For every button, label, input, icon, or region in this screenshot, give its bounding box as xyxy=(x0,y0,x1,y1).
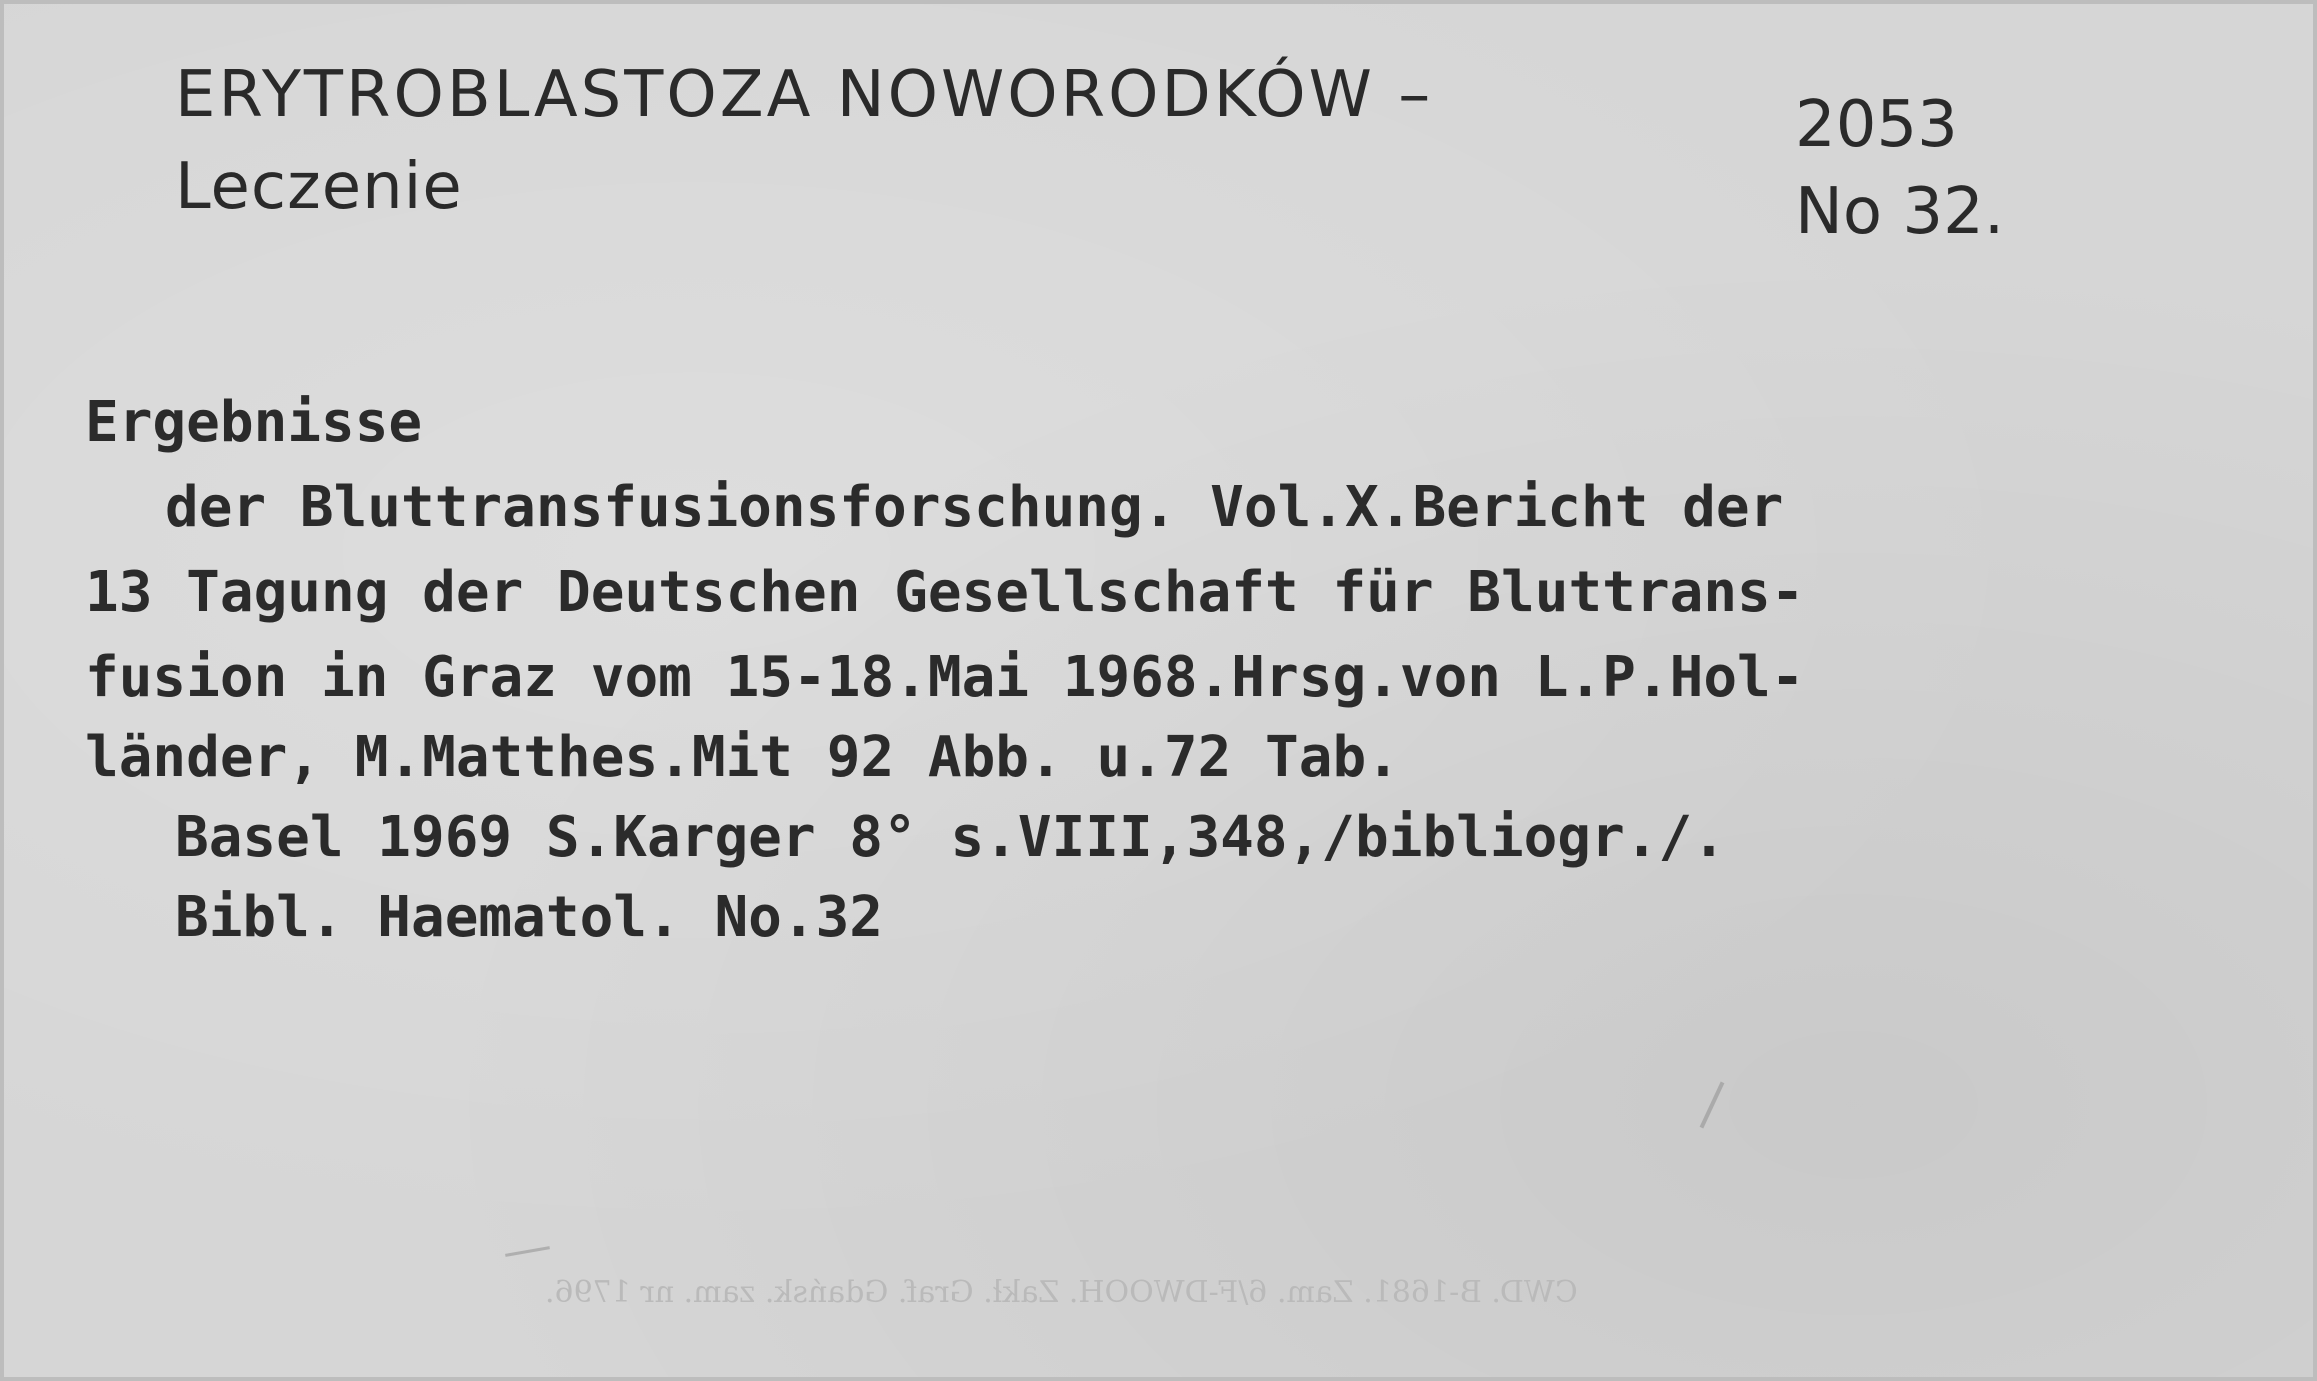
pencil-mark xyxy=(505,1246,550,1257)
entry-title-line: Ergebnisse xyxy=(85,390,423,455)
item-number: No 32. xyxy=(1795,175,2005,249)
entry-text-line: 13 Tagung der Deutschen Gesellschaft für Bluttrans- xyxy=(85,560,1805,625)
subject-subheading: Leczenie xyxy=(175,150,463,224)
series-line: Bibl. Haematol. No.32 xyxy=(175,885,884,950)
entry-text-line: der Bluttransfusionsforschung. Vol.X.Bericht der xyxy=(165,475,1784,540)
call-number: 2053 xyxy=(1795,88,1958,162)
subject-heading: ERYTROBLASTOZA NOWORODKÓW – xyxy=(175,58,1434,132)
pencil-mark xyxy=(1700,1081,1725,1128)
entry-text-line: länder, M.Matthes.Mit 92 Abb. u.72 Tab. xyxy=(85,725,1400,790)
imprint-line: Basel 1969 S.Karger 8° s.VIII,348,/bibliogr./. xyxy=(175,805,1726,870)
entry-text-line: fusion in Graz vom 15-18.Mai 1968.Hrsg.von L.P.Hol- xyxy=(85,645,1805,710)
printer-imprint: CWD. B-1681. Zam. 6/F-DWOOH. Zakł. Graf. Gdańsk. zam. nr 1796. xyxy=(545,1275,1578,1310)
